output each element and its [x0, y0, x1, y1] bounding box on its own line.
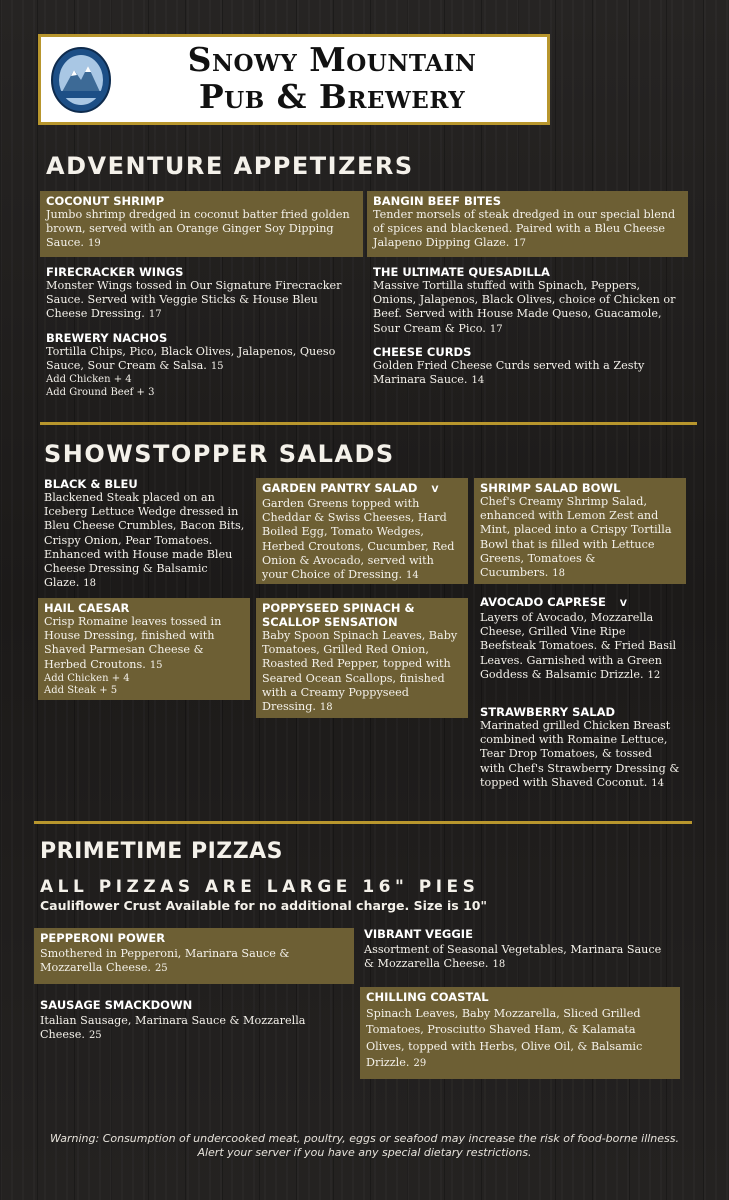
item-name: PEPPERONI POWER	[40, 931, 166, 945]
item-price: 25	[88, 1030, 102, 1042]
item-description: Golden Fried Cheese Curds served with a Zesty Marinara Sauce.	[373, 359, 645, 387]
item-addon: Add Ground Beef + 3	[46, 386, 155, 398]
menu-item	[474, 592, 686, 698]
pizzas-title: PRIMETIME PIZZAS	[40, 839, 284, 864]
item-name: CHEESE CURDS	[373, 345, 472, 359]
item-price: 25	[154, 963, 168, 975]
item-description: Layers of Avocado, Mozzarella Cheese, Grilled Vine Ripe Beefsteak Tomatoes. & Fried Basil Leaves. Garnished with a Green Goddess & Balsamic Drizzle.	[480, 611, 677, 681]
item-name: FIRECRACKER WINGS	[46, 265, 184, 279]
menu-item	[38, 598, 250, 700]
item-name: VIBRANT VEGGIE	[364, 927, 473, 941]
item-price: 15	[149, 659, 163, 671]
menu-item	[40, 262, 363, 326]
item-description: Massive Tortilla stuffed with Spinach, Peppers, Onions, Jalapenos, Black Olives, choice of Chicken or Beef. Served with House Made Queso, Guacamole, Sour Cream & Pico.	[373, 279, 676, 335]
item-name: COCONUT SHRIMP	[46, 194, 165, 208]
item-name: THE ULTIMATE QUESADILLA	[373, 265, 550, 279]
salads-title: SHOWSTOPPER SALADS	[44, 440, 395, 468]
menu-item	[40, 328, 363, 404]
appetizers-title: ADVENTURE APPETIZERS	[46, 152, 414, 180]
item-description: Italian Sausage, Marinara Sauce & Mozzarella Cheese.	[40, 1014, 306, 1042]
item-price: 12	[647, 669, 661, 681]
item-name: SAUSAGE SMACKDOWN	[40, 998, 193, 1012]
brand-name-line2: Pub & Brewery	[198, 77, 466, 116]
item-price: 15	[210, 361, 224, 373]
item-description: Chef's Creamy Shrimp Salad, enhanced with Lemon Zest and Mint, placed into a Crispy Tortilla Bowl that is filled with Lettuce Greens, Tomatoes & Cucumbers.	[480, 495, 672, 580]
brewery-logo	[50, 46, 112, 114]
item-description: Baby Spoon Spinach Leaves, Baby Tomatoes, Grilled Red Onion, Roasted Red Pepper, topped with Seared Ocean Scallops, finished with a Creamy Poppyseed Dressing.	[262, 629, 458, 714]
menu-item	[34, 995, 354, 1049]
menu-item	[360, 987, 680, 1079]
item-price: 14	[406, 570, 419, 582]
menu-item	[40, 191, 363, 257]
item-description: Monster Wings tossed in Our Signature Firecracker Sauce. Served with Veggie Sticks & House Bleu Cheese Dressing.	[46, 279, 342, 321]
item-name: SHRIMP SALAD BOWL	[480, 481, 621, 495]
item-description: Garden Greens topped with Cheddar & Swiss Cheeses, Hard Boiled Egg, Tomato Wedges, Herbed Croutons, Cucumber, Red Onion & Avocado, served with your Choice of Dressing.	[262, 497, 455, 582]
item-description: Spinach Leaves, Baby Mozzarella, Sliced Grilled Tomatoes, Prosciutto Shaved Ham, & Kalamata Olives, topped with Herbs, Olive Oil, & Balsamic Drizzle.	[366, 1007, 643, 1069]
item-name: CHILLING COASTAL	[366, 990, 489, 1004]
allergy-warning	[0, 1132, 729, 1160]
menu-item	[474, 702, 686, 806]
item-addon: Add Chicken + 4	[46, 374, 132, 386]
section-divider	[34, 821, 692, 824]
menu-item	[367, 342, 688, 390]
item-name: HAIL CAESAR	[44, 601, 130, 615]
item-price: 17	[489, 323, 503, 335]
item-name: BANGIN BEEF BITES	[373, 194, 501, 208]
menu-item	[256, 598, 468, 718]
item-price: 14	[471, 375, 485, 387]
item-price: 18	[492, 959, 506, 971]
menu-item	[367, 191, 688, 257]
item-price: 18	[83, 578, 96, 590]
item-price: 18	[552, 568, 566, 580]
menu-item	[358, 924, 680, 978]
item-price: 14	[651, 777, 664, 789]
item-name: AVOCADO CAPRESE	[480, 595, 606, 609]
menu-item	[256, 478, 468, 584]
item-description: Smothered in Pepperoni, Marinara Sauce & Mozzarella Cheese.	[40, 947, 290, 975]
section-divider	[40, 422, 697, 425]
warning-line: Warning: Consumption of undercooked meat, poultry, eggs or seafood may increase the risk of food-borne illness.	[49, 1132, 680, 1145]
menu-item	[38, 474, 251, 592]
vegetarian-mark: V	[431, 485, 439, 495]
item-name: BLACK & BLEU	[44, 477, 138, 491]
pizzas-note: Cauliflower Crust Available for no additional charge. Size is 10"	[40, 898, 487, 913]
item-description: Tender morsels of steak dredged in our special blend of spices and blackened. Paired with a Bleu Cheese Jalapeno Dipping Glaze.	[373, 208, 676, 250]
item-price: 18	[319, 702, 333, 714]
item-price: 17	[513, 238, 527, 250]
menu-item	[34, 928, 354, 984]
item-description: Assortment of Seasonal Vegetables, Marinara Sauce & Mozzarella Cheese.	[364, 943, 662, 971]
item-name: BREWERY NACHOS	[46, 331, 168, 345]
brand-name-line1: Snowy Mountain	[187, 40, 477, 79]
item-description: Blackened Steak placed on an Iceberg Lettuce Wedge dressed in Bleu Cheese Crumbles, Bacon Bits, Crispy Onion, Pear Tomatoes. Enhanced with House made Bleu Cheese Dressing & Balsamic Glaze.	[44, 491, 245, 590]
pizzas-subtitle: ALL PIZZAS ARE LARGE 16" PIES	[40, 877, 480, 897]
item-addon: Add Steak + 5	[44, 685, 118, 697]
item-addon: Add Chicken + 4	[44, 672, 130, 684]
item-description: Tortilla Chips, Pico, Black Olives, Jalapenos, Queso Sauce, Sour Cream & Salsa.	[46, 345, 336, 373]
vegetarian-mark: V	[619, 599, 627, 609]
item-name: GARDEN PANTRY SALAD	[262, 481, 418, 495]
menu-item	[474, 478, 686, 584]
item-price: 19	[87, 238, 101, 250]
warning-line: Alert your server if you have any special dietary restrictions.	[197, 1146, 532, 1159]
item-price: 17	[148, 309, 162, 321]
item-price: 29	[413, 1057, 427, 1069]
item-description: Jumbo shrimp dredged in coconut batter fried golden brown, served with an Orange Ginger Soy Dipping Sauce.	[46, 208, 350, 250]
item-description: Crisp Romaine leaves tossed in House Dressing, finished with Shaved Parmesan Cheese & Herbed Croutons.	[44, 615, 222, 671]
item-description: Marinated grilled Chicken Breast combined with Romaine Lettuce, Tear Drop Tomatoes, & tossed with Chef's Strawberry Dressing & topped with Shaved Coconut.	[480, 719, 680, 789]
item-name: POPPYSEED SPINACH & SCALLOP SENSATION	[262, 601, 415, 629]
menu-item	[367, 262, 688, 342]
item-name: STRAWBERRY SALAD	[480, 705, 616, 719]
